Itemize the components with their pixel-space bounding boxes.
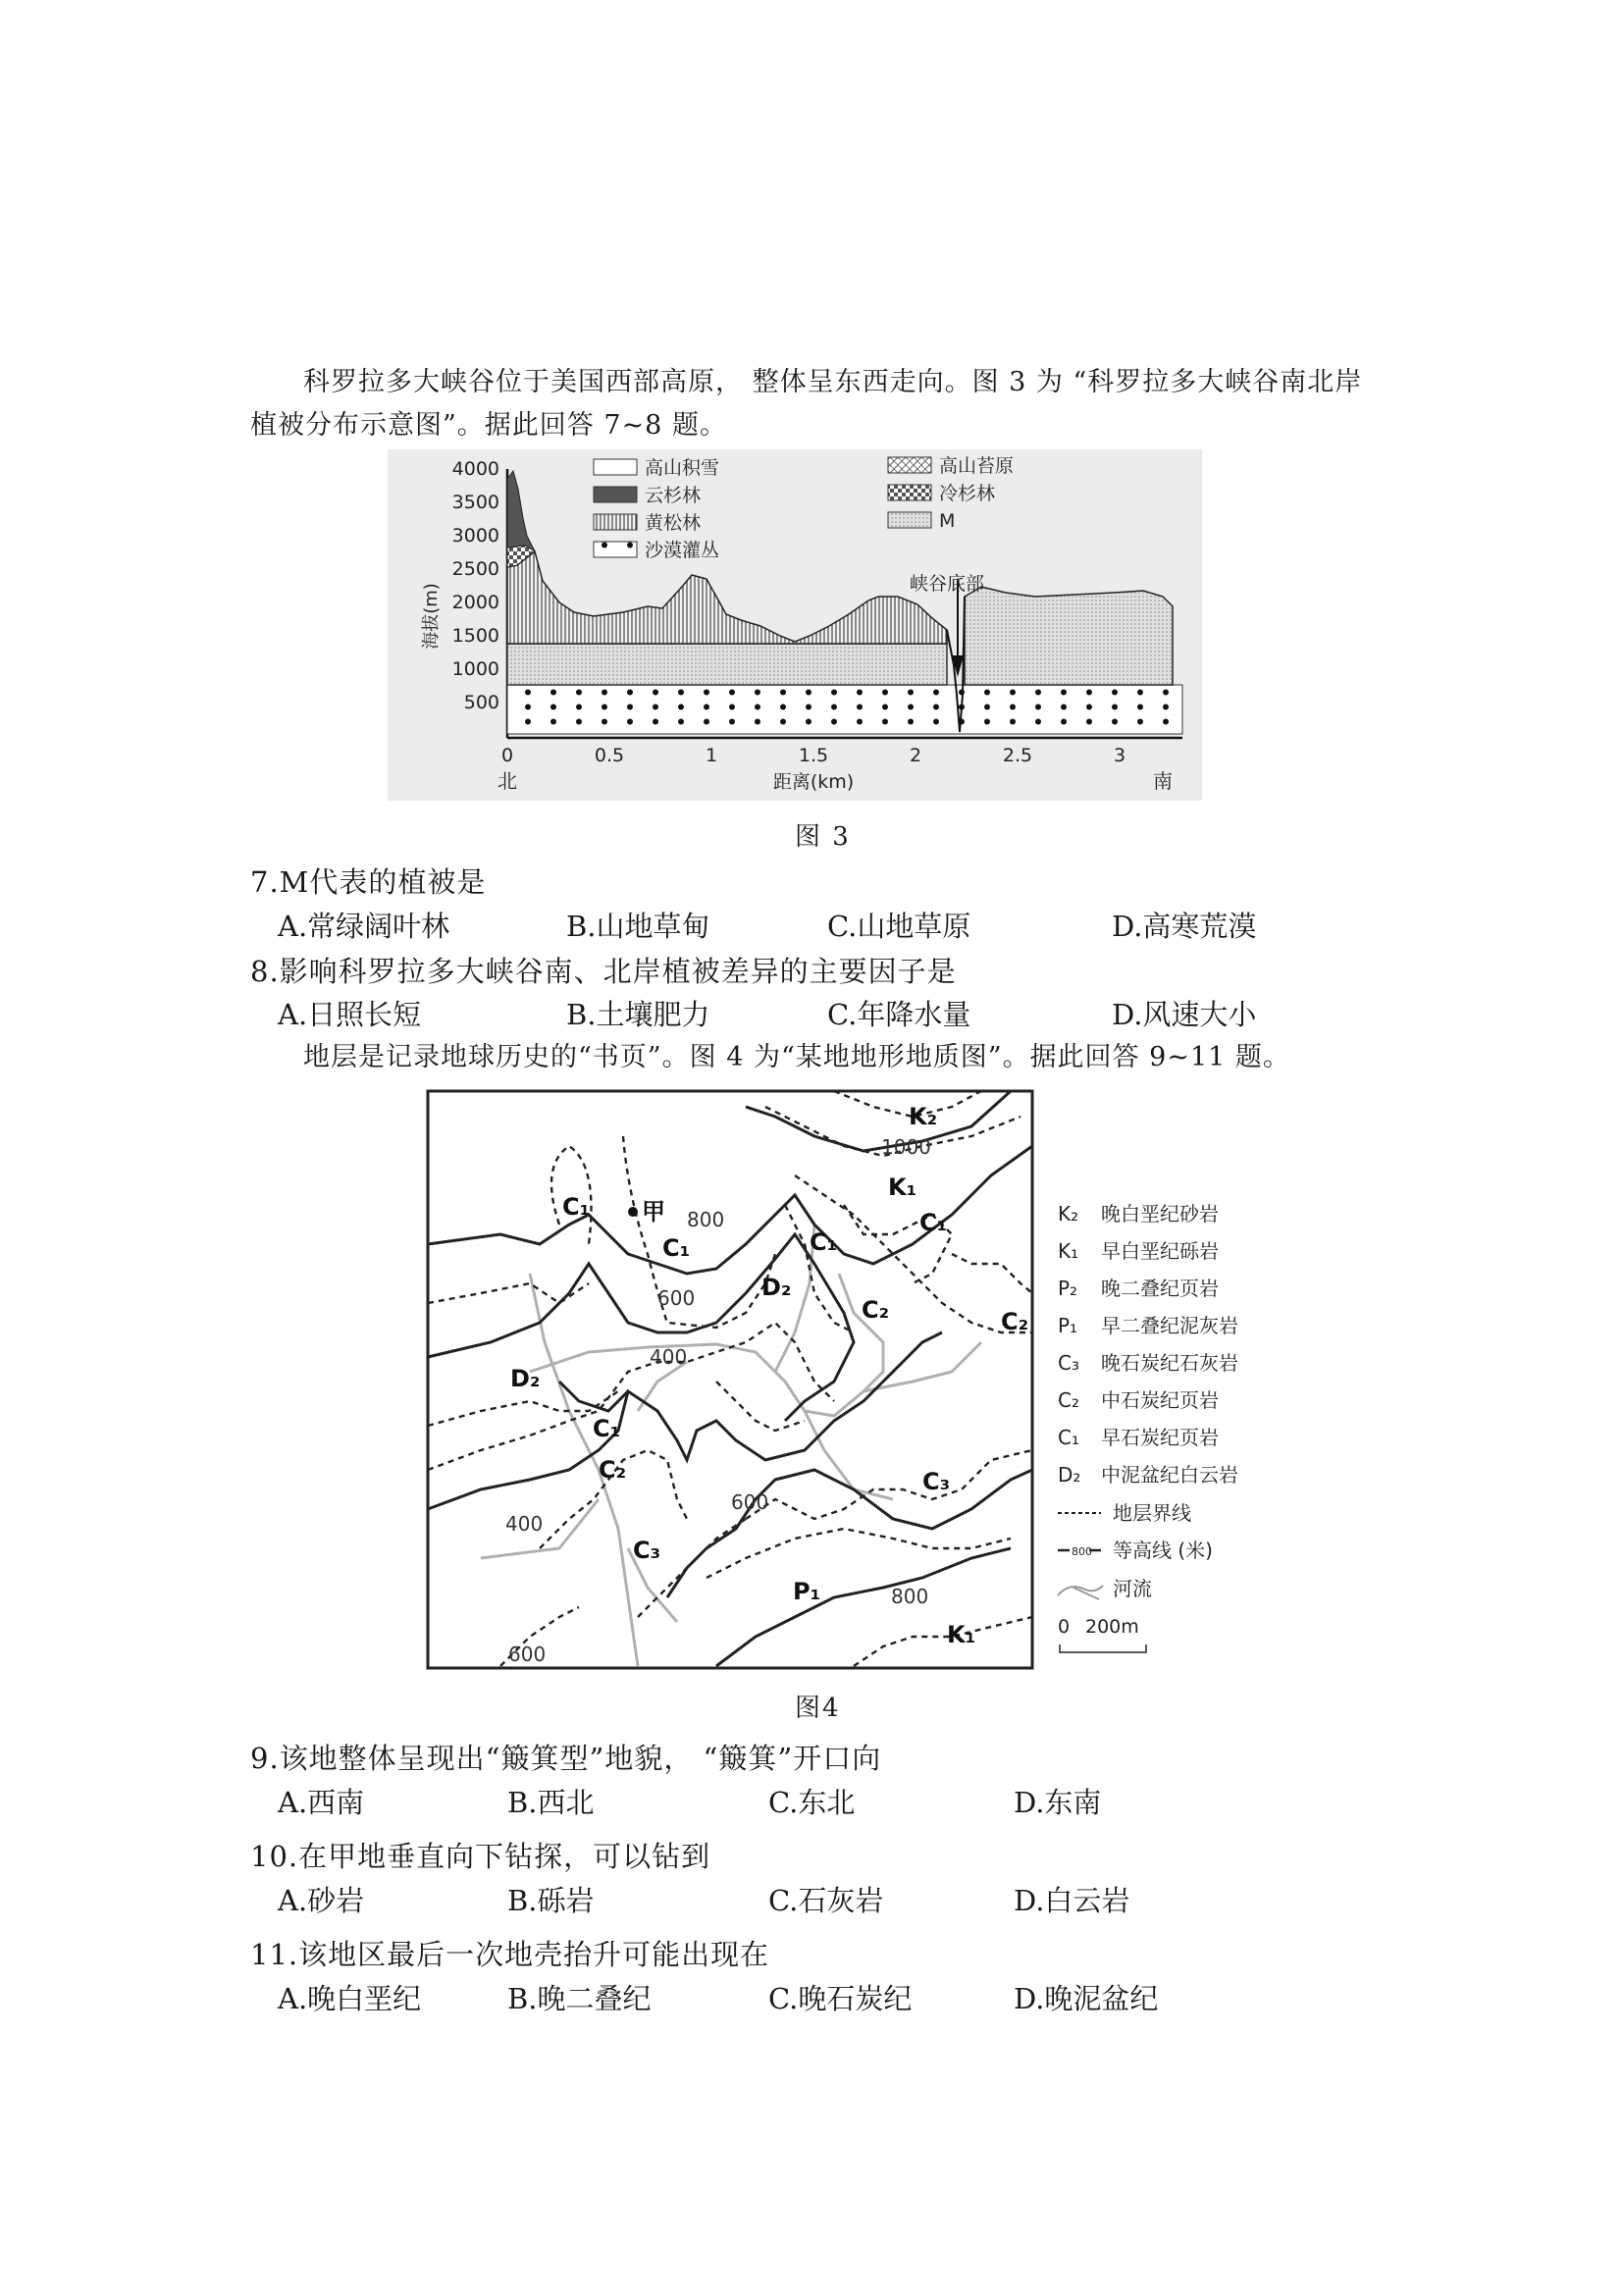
figure-4 — [422, 1087, 1276, 1680]
figure-4-geologic-map — [422, 1087, 1276, 1676]
question-10-stem: 10.在甲地垂直向下钻探，可以钻到 — [250, 1840, 711, 1873]
question-10-option-d[interactable]: D.白云岩 — [1014, 1884, 1130, 1917]
legend-text: 晚白垩纪砂岩 — [1101, 1202, 1219, 1226]
question-11-stem: 11.该地区最后一次地壳抬升可能出现在 — [250, 1938, 770, 1971]
question-11-option-c[interactable]: C.晚石炭纪 — [768, 1982, 913, 2015]
contour-value: 800 — [891, 1585, 929, 1608]
canyon-bottom-label: 峡谷底部 — [910, 573, 985, 595]
question-10-option-c[interactable]: C.石灰岩 — [768, 1884, 884, 1917]
intro-paragraph-fig3: 科罗拉多大峡谷位于美国西部高原， 整体呈东西走向。图 3 为 “科罗拉多大峡谷南北岸植被分布示意图”。据此回答 7~8 题。 — [250, 367, 1363, 441]
question-10-options — [278, 1879, 1357, 1918]
question-8-option-a[interactable]: A.日照长短 — [278, 998, 422, 1031]
legend-text: 晚二叠纪页岩 — [1101, 1277, 1219, 1300]
legend-text: 中石炭纪页岩 — [1101, 1388, 1219, 1412]
north-label: 北 — [497, 769, 517, 793]
x-axis-label: 距离(km) — [772, 771, 855, 793]
label-c2: C₂ — [1001, 1308, 1029, 1335]
label-d2: D₂ — [510, 1365, 541, 1392]
question-9-option-c[interactable]: C.东北 — [768, 1786, 856, 1819]
legend-code: C₂ — [1058, 1388, 1079, 1412]
contour-value: 400 — [650, 1345, 688, 1369]
label-k2: K₂ — [909, 1103, 938, 1130]
xtick: 0.5 — [594, 745, 625, 766]
label-c1: C₁ — [919, 1209, 948, 1236]
ytick: 4000 — [451, 458, 499, 480]
legend-code: D₂ — [1058, 1463, 1081, 1487]
legend-code: P₂ — [1058, 1277, 1078, 1300]
xtick: 3 — [1113, 745, 1126, 766]
question-7-stem: 7.M代表的植被是 — [250, 865, 487, 899]
question-8-options — [278, 993, 1357, 1032]
contour-value: 600 — [731, 1490, 769, 1514]
contour-value: 600 — [508, 1643, 547, 1666]
question-9-option-d[interactable]: D.东南 — [1014, 1786, 1102, 1819]
label-p1: P₁ — [793, 1578, 821, 1605]
question-9-stem: 9.该地整体呈现出“簸箕型”地貌， “簸箕”开口向 — [250, 1742, 882, 1775]
question-11-option-d[interactable]: D.晚泥盆纪 — [1014, 1982, 1159, 2015]
intro-paragraph-fig4: 地层是记录地球历史的“书页”。图 4 为“某地地形地质图”。据此回答 9~11 题。 — [303, 1042, 1290, 1072]
legend-river: 河流 — [1113, 1577, 1152, 1600]
legend-text: 早二叠纪泥灰岩 — [1101, 1314, 1238, 1337]
question-8-option-b[interactable]: B.土壤肥力 — [566, 998, 710, 1031]
question-7-option-c[interactable]: C.山地草原 — [827, 910, 971, 943]
point-jia-marker — [628, 1207, 638, 1217]
label-c3: C₃ — [633, 1537, 661, 1564]
xtick: 2 — [909, 745, 922, 766]
contour-value: 400 — [505, 1512, 544, 1536]
question-10-option-b[interactable]: B.砾岩 — [507, 1884, 595, 1917]
label-c1: C₁ — [562, 1193, 591, 1221]
label-k1: K₁ — [947, 1621, 976, 1648]
ytick: 2000 — [451, 592, 499, 613]
ytick: 2500 — [451, 558, 499, 580]
figure-3 — [388, 449, 1202, 805]
legend-text: 早石炭纪页岩 — [1101, 1426, 1219, 1449]
ytick: 3000 — [451, 525, 499, 547]
legend-text: 晚石炭纪石灰岩 — [1101, 1351, 1238, 1375]
label-c1: C₁ — [662, 1234, 691, 1262]
south-label: 南 — [1153, 769, 1173, 793]
question-11-options — [278, 1977, 1357, 2016]
label-c1: C₁ — [593, 1415, 621, 1442]
contour-value: 800 — [687, 1208, 725, 1231]
label-k1: K₁ — [888, 1174, 917, 1201]
question-10-option-a[interactable]: A.砂岩 — [278, 1884, 365, 1917]
label-c3: C₃ — [922, 1468, 951, 1495]
question-9-options — [278, 1781, 1357, 1820]
legend-contour-sample: 800 — [1072, 1545, 1092, 1558]
question-8-option-c[interactable]: C.年降水量 — [827, 998, 971, 1031]
ytick: 1500 — [451, 625, 499, 647]
label-d2: D₂ — [761, 1274, 792, 1301]
xtick: 2.5 — [1002, 745, 1033, 766]
label-c2: C₂ — [862, 1296, 890, 1324]
ytick: 3500 — [451, 492, 499, 513]
figure-3-caption: 图 3 — [795, 822, 851, 852]
legend-text: 早白垩纪砾岩 — [1101, 1239, 1219, 1263]
legend-alpine-snow: 高山积雪 — [645, 457, 720, 479]
scale-length: 200m — [1085, 1616, 1139, 1638]
contour-value: 1000 — [881, 1135, 931, 1159]
question-7-options — [278, 905, 1357, 944]
legend-code: C₃ — [1058, 1351, 1079, 1375]
legend-text: 中泥盆纪白云岩 — [1101, 1463, 1238, 1487]
legend-desert-shrub: 沙漠灌丛 — [645, 540, 720, 561]
contour-value: 600 — [657, 1286, 696, 1310]
question-9-option-b[interactable]: B.西北 — [507, 1786, 595, 1819]
legend-boundary: 地层界线 — [1113, 1501, 1191, 1525]
question-9-option-a[interactable]: A.西南 — [278, 1786, 365, 1819]
question-7-option-b[interactable]: B.山地草甸 — [566, 910, 710, 943]
legend-spruce: 云杉林 — [645, 485, 702, 506]
figure-3-profile — [388, 449, 1202, 801]
question-11-option-b[interactable]: B.晚二叠纪 — [507, 1982, 652, 2015]
legend-contour: 等高线 (米) — [1113, 1539, 1213, 1562]
scale-zero: 0 — [1058, 1616, 1071, 1638]
question-8-option-d[interactable]: D.风速大小 — [1112, 998, 1257, 1031]
legend-code: K₁ — [1058, 1239, 1079, 1263]
xtick: 1.5 — [798, 745, 829, 766]
y-axis-label: 海拔(m) — [421, 583, 442, 650]
legend-m: M — [939, 510, 956, 532]
legend-code: P₁ — [1058, 1314, 1078, 1337]
label-jia: 甲 — [642, 1198, 665, 1226]
label-c2: C₂ — [599, 1456, 627, 1484]
legend-alpine-tundra: 高山苔原 — [939, 455, 1015, 477]
question-11-option-a[interactable]: A.晚白垩纪 — [278, 1982, 422, 2015]
legend-code: K₂ — [1058, 1202, 1079, 1226]
label-c1: C₁ — [810, 1228, 838, 1256]
figure-4-caption: 图4 — [795, 1694, 841, 1723]
xtick: 1 — [705, 745, 718, 766]
legend-ponderosa: 黄松林 — [645, 512, 702, 534]
ytick: 1000 — [451, 658, 499, 680]
question-8-stem: 8.影响科罗拉多大峡谷南、北岸植被差异的主要因子是 — [250, 955, 957, 988]
question-7-option-d[interactable]: D.高寒荒漠 — [1112, 910, 1257, 943]
legend-code: C₁ — [1058, 1426, 1079, 1449]
xtick: 0 — [500, 745, 514, 766]
legend-fir: 冷杉林 — [939, 483, 996, 504]
ytick: 500 — [463, 692, 499, 713]
question-7-option-a[interactable]: A.常绿阔叶林 — [278, 910, 450, 943]
